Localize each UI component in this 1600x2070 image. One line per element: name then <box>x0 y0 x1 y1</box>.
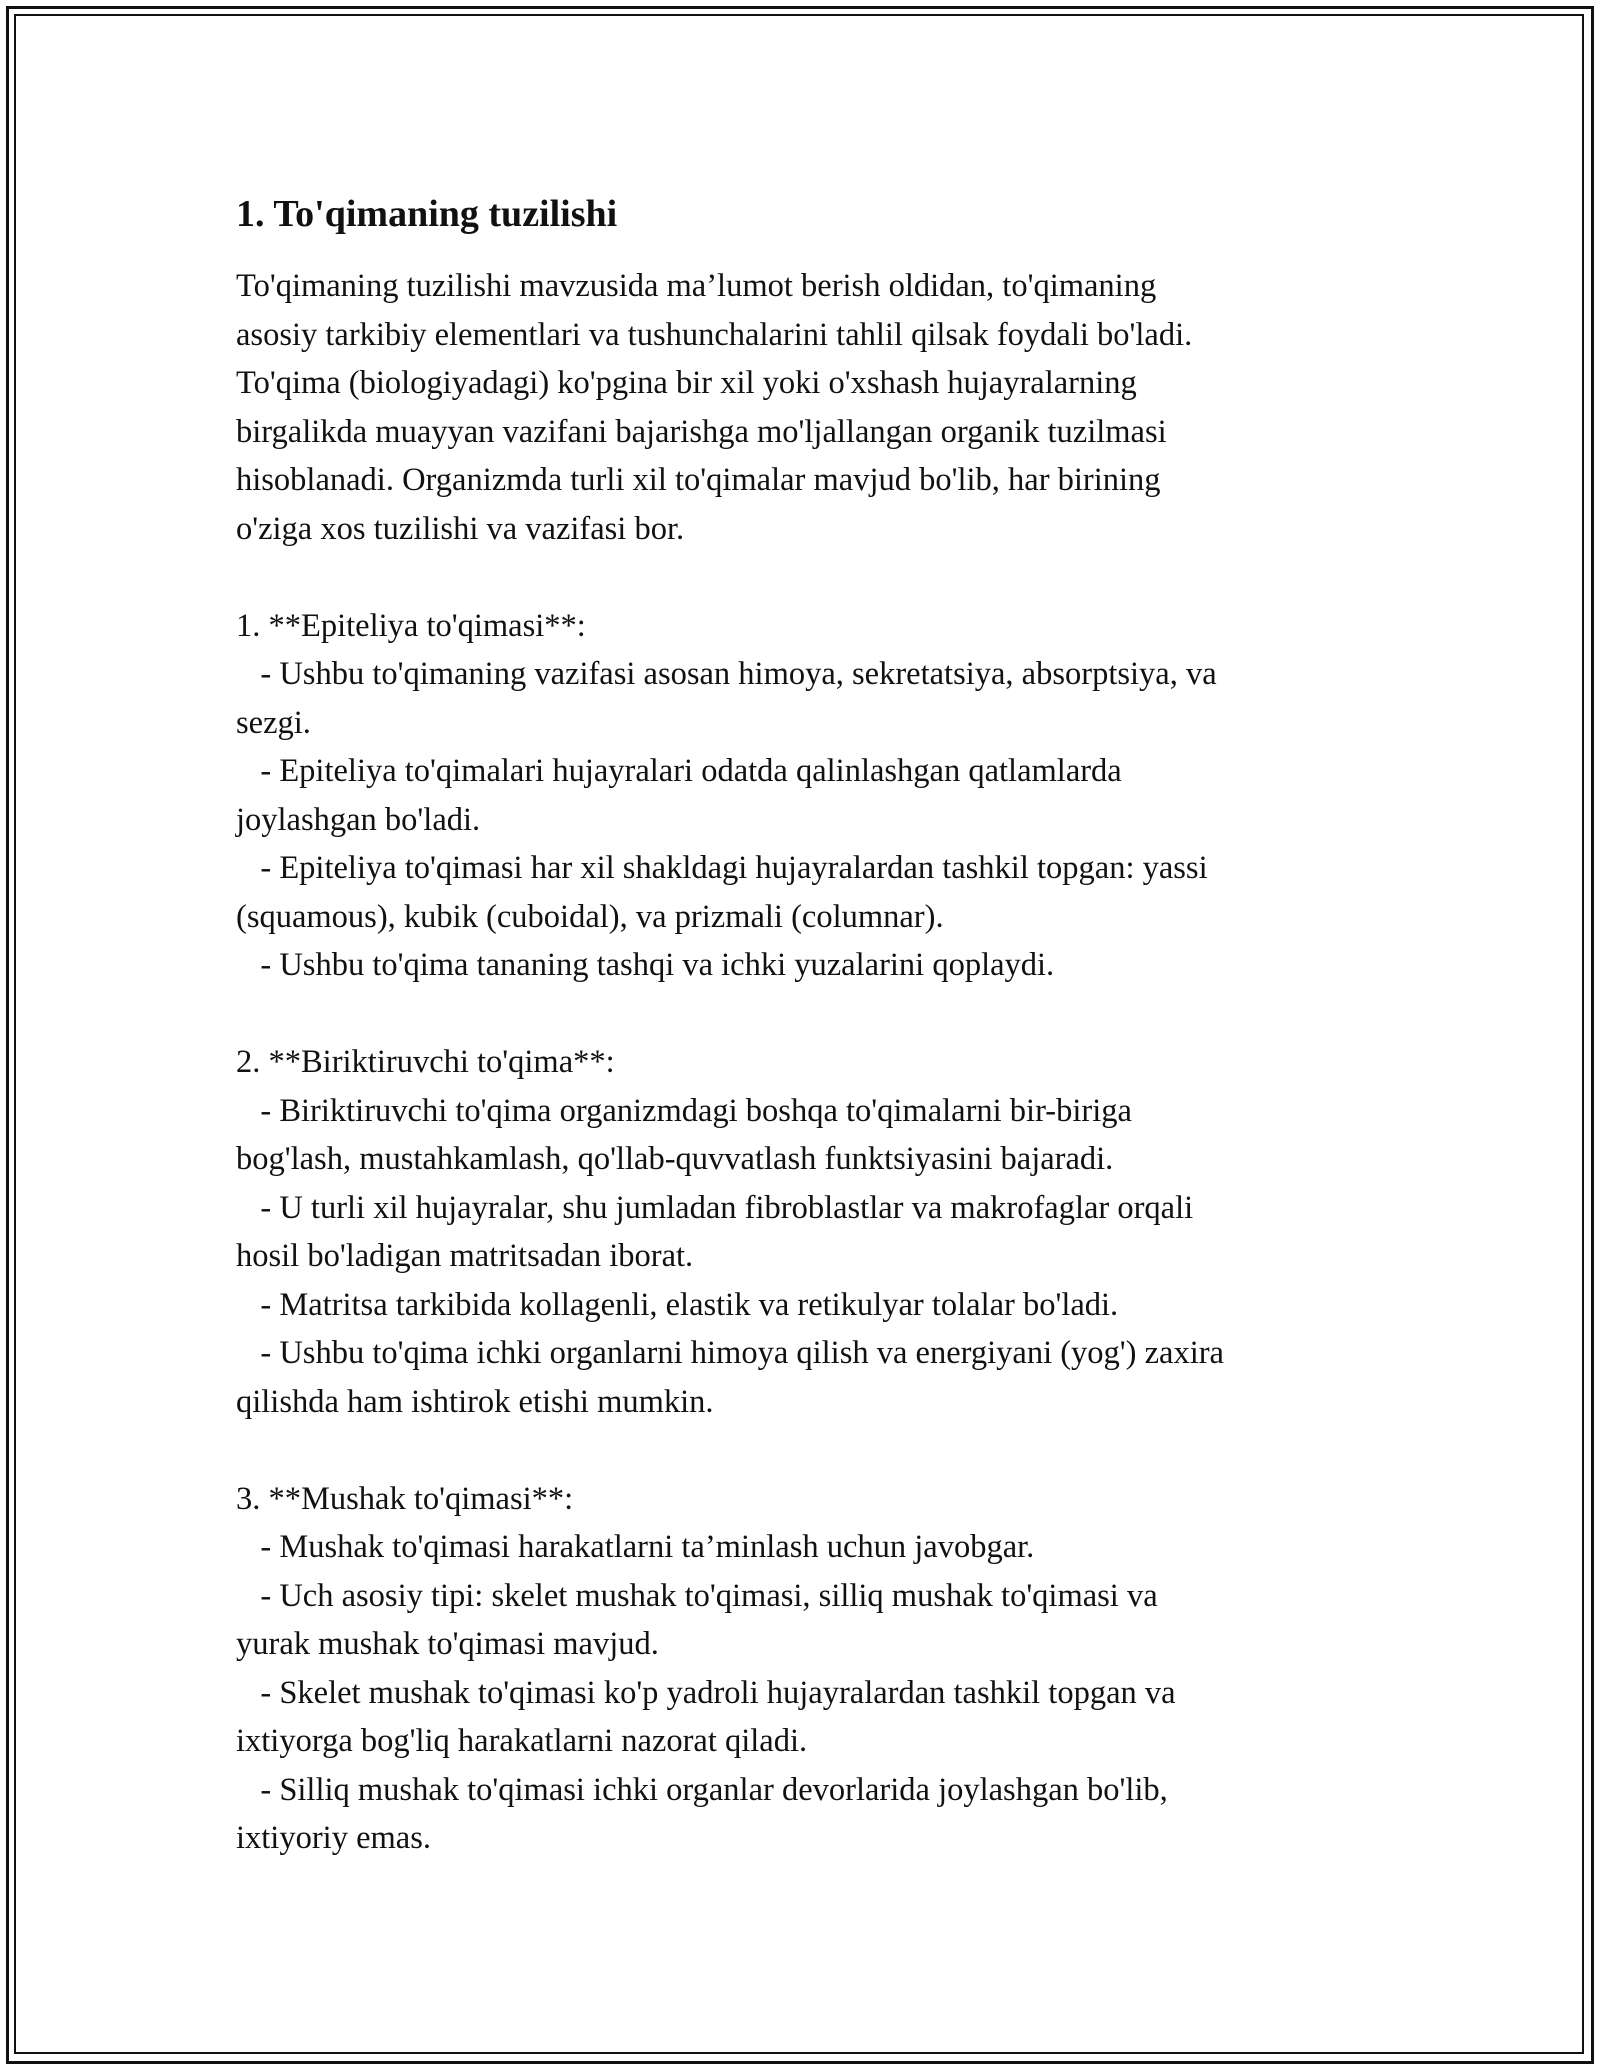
section-line: - Uch asosiy tipi: skelet mushak to'qimasi, silliq mushak to'qimasi va <box>236 1577 1158 1614</box>
section-connective <box>236 1038 1376 1426</box>
section-line: - Ushbu to'qima ichki organlarni himoya qilish va energiyani (yog') zaxira <box>236 1335 1224 1371</box>
section-title: 1. **Epiteliya to'qimasi**: <box>236 607 586 644</box>
section-line: - Ushbu to'qimaning vazifasi asosan himoya, sekretatsiya, absorptsiya, va <box>236 656 1217 692</box>
document-heading: 1. To'qimaning tuzilishi <box>236 193 618 235</box>
document-body <box>236 178 1376 1863</box>
intro-line: o'ziga xos tuzilishi va vazifasi bor. <box>236 510 685 547</box>
section-line: - Biriktiruvchi to'qima organizmdagi boshqa to'qimalarni bir-biriga <box>236 1092 1132 1129</box>
section-line: - Matritsa tarkibida kollagenli, elastik va retikulyar tolalar bo'ladi. <box>236 1286 1119 1323</box>
section-line: - Epiteliya to'qimalari hujayralari odatda qalinlashgan qatlamlarda <box>236 753 1122 789</box>
section-line: ixtiyoriy emas. <box>236 1820 431 1856</box>
section-title: 3. **Mushak to'qimasi**: <box>236 1480 574 1517</box>
spacer <box>236 1426 1376 1475</box>
section-line: - Epiteliya to'qimasi har xil shakldagi hujayralardan tashkil topgan: yassi <box>236 850 1208 886</box>
section-muscle <box>236 1475 1376 1863</box>
intro-line: To'qimaning tuzilishi mavzusida ma’lumot berish oldidan, to'qimaning <box>236 268 1157 304</box>
section-line: (squamous), kubik (cuboidal), va prizmali (columnar). <box>236 898 944 935</box>
intro-line: hisoblanadi. Organizmda turli xil to'qimalar mavjud bo'lib, har birining <box>236 462 1161 498</box>
section-line: ixtiyorga bog'liq harakatlarni nazorat qiladi. <box>236 1723 808 1759</box>
intro-paragraph <box>236 262 1376 553</box>
section-line: - Ushbu to'qima tananing tashqi va ichki yuzalarini qoplaydi. <box>236 947 1055 983</box>
section-line: - U turli xil hujayralar, shu jumladan fibroblastlar va makrofaglar orqali <box>236 1189 1194 1226</box>
section-line: hosil bo'ladigan matritsadan iborat. <box>236 1238 694 1274</box>
section-line: sezgi. <box>236 704 311 741</box>
section-line: qilishda ham ishtirok etishi mumkin. <box>236 1383 714 1420</box>
spacer <box>236 553 1376 602</box>
intro-line: To'qima (biologiyadagi) ko'pgina bir xil yoki o'xshash hujayralarning <box>236 365 1137 401</box>
section-line: - Skelet mushak to'qimasi ko'p yadroli hujayralardan tashkil topgan va <box>236 1674 1176 1711</box>
section-line: - Silliq mushak to'qimasi ichki organlar devorlarida joylashgan bo'lib, <box>236 1771 1168 1808</box>
intro-line: birgalikda muayyan vazifani bajarishga mo'ljallangan organik tuzilmasi <box>236 413 1167 450</box>
section-line: - Mushak to'qimasi harakatlarni ta’minlash uchun javobgar. <box>236 1529 1035 1565</box>
spacer <box>236 990 1376 1039</box>
section-line: bog'lash, mustahkamlash, qo'llab-quvvatlash funktsiyasini bajaradi. <box>236 1141 1114 1177</box>
section-epithelial <box>236 602 1376 990</box>
section-line: yurak mushak to'qimasi mavjud. <box>236 1626 659 1662</box>
section-line: joylashgan bo'ladi. <box>236 801 481 838</box>
section-title: 2. **Biriktiruvchi to'qima**: <box>236 1044 615 1080</box>
intro-line: asosiy tarkibiy elementlari va tushunchalarini tahlil qilsak foydali bo'ladi. <box>236 316 1193 353</box>
